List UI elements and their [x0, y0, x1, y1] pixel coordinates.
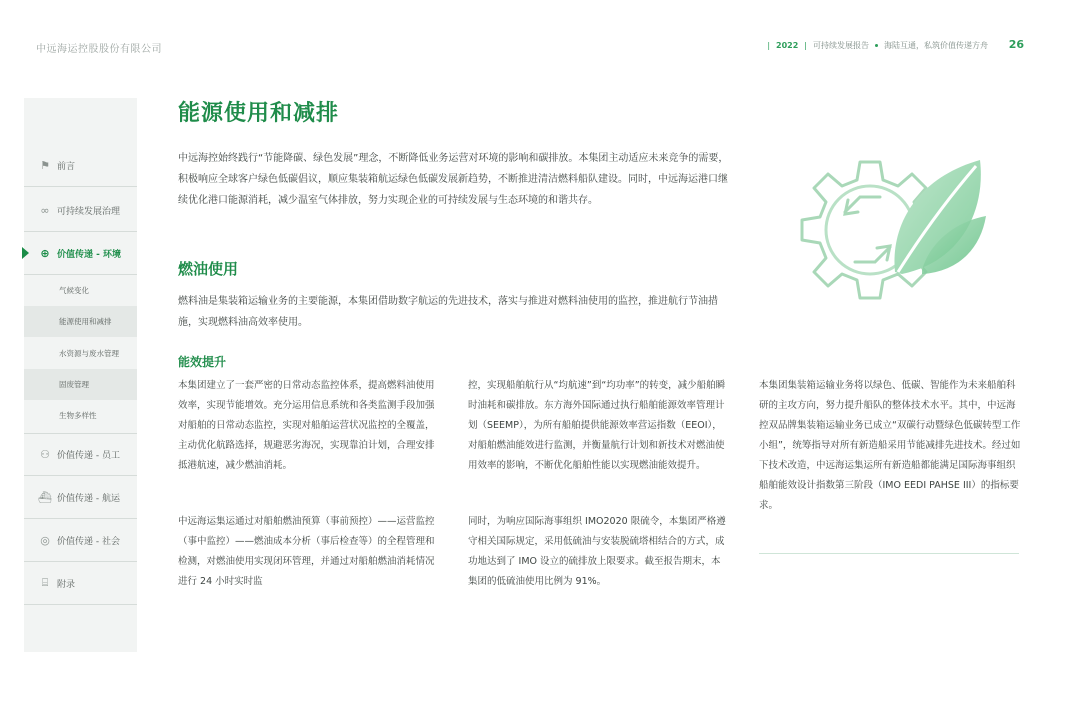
- sidebar-item-label: 价值传递 - 环境: [57, 249, 122, 260]
- page-number: 26: [1008, 38, 1024, 51]
- sidebar-item-governance[interactable]: [24, 189, 137, 232]
- sidebar-subitem-label: 水资源与废水管理: [59, 349, 119, 358]
- sidebar-item-label: 前言: [57, 161, 76, 172]
- sidebar-item-label: 价值传递 - 航运: [57, 493, 120, 504]
- divider-line: [759, 553, 1019, 554]
- sidebar-subitem-water[interactable]: [24, 338, 137, 369]
- report-title: 可持续发展报告: [813, 41, 869, 50]
- ship-icon: ⛴: [38, 490, 52, 504]
- bullet-icon: [875, 44, 878, 47]
- globe-icon: ◎: [40, 533, 50, 547]
- handshake-icon: ∞: [40, 203, 50, 217]
- sidebar-item-appendix[interactable]: [24, 562, 137, 605]
- sidebar-subitem-label: 能源使用和减排: [59, 317, 112, 326]
- column-1-paragraph-2: 中远海运集运通过对船舶燃油预算（事前预控）——运营监控（事中监控）——燃油成本分析（事后检查等）的全程管理和检测，对燃油使用实现闭环管理，并通过对船舶燃油消耗情况进行 24 小时实时监: [178, 516, 435, 587]
- sidebar-subitem-energy[interactable]: [24, 306, 137, 337]
- column-3-paragraph: 本集团集装箱运输业务将以绿色、低碳、智能作为未来船舶科研的主攻方向，努力提升船队的整体技术水平。其中，中远海控双品牌集装箱运输业务已成立“双碳行动暨绿色低碳转型工作小组”，统筹指导对所有新造船采用节能减排先进技术。经过如下技术改造，中远海运集运所有新造船都能满足国际海事组织船舶能效设计指数第三阶段（IMO EEDI PAHSE III）的指标要求。: [759, 380, 1021, 511]
- sidebar-item-label: 价值传递 - 社会: [57, 536, 120, 547]
- report-slogan: 海陆互通，私筑价值传递方舟: [884, 41, 988, 50]
- sidebar-subitem-label: 气候变化: [59, 286, 89, 295]
- divider: |: [804, 41, 807, 50]
- flag-icon: ⚑: [40, 158, 50, 172]
- sidebar-subitem-label: 生物多样性: [59, 411, 97, 420]
- recycle-arrows-icon: [845, 197, 890, 262]
- sidebar-item-preface[interactable]: [24, 144, 137, 187]
- sidebar-item-environment[interactable]: [24, 232, 137, 275]
- sidebar-item-label: 价值传递 - 员工: [57, 451, 120, 461]
- sidebar-item-shipping[interactable]: [24, 476, 137, 519]
- column-2-paragraph-1: 控，实现船舶航行从“均航速”到“均功率”的转变，减少船舶瞬时油耗和碳排放。东方海外国际通过执行船舶能源效率管理计划（SEEMP），为所有船舶提供能源效率营运指数（EEOI），对船舶燃油能效进行监测，并衡量航行计划和新技术对燃油使用效率的影响，不断优化船舶性能以实现燃油能效提升。: [468, 380, 726, 471]
- intro-paragraph: 中远海控始终践行“节能降碳、绿色发展”理念，不断降低业务运营对环境的影响和碳排放。本集团主动适应未来竞争的需要，积极响应全球客户绿色低碳倡议，顺应集装箱航运绿色低碳发展新趋势，不断推进清洁燃料船队建设。同时，中远海运港口继续优化港口能源消耗，减少温室气体排放，努力实现企业的可持续发展与生态环境的和谐共存。: [178, 153, 729, 206]
- people-icon: ⚇: [40, 448, 50, 461]
- sidebar-item-label: 可持续发展治理: [57, 206, 121, 217]
- sidebar-subitem-biodiversity[interactable]: [24, 400, 137, 431]
- report-year: 2022: [776, 41, 799, 50]
- page-title: 能源使用和减排: [178, 101, 340, 126]
- sidebar-subitem-label: 固废管理: [59, 380, 89, 389]
- globe-icon: ⊕: [40, 246, 50, 260]
- sidebar-item-society[interactable]: [24, 519, 137, 562]
- active-arrow-icon: [22, 247, 29, 259]
- sidebar-subitem-climate[interactable]: [24, 275, 137, 306]
- building-icon: ⌸: [41, 576, 49, 589]
- sidebar-item-employees[interactable]: [24, 433, 137, 476]
- sidebar-nav: [24, 98, 137, 652]
- subsection-title: 能效提升: [178, 355, 227, 369]
- company-name: 中远海运控股股份有限公司: [36, 44, 162, 55]
- report-header: [761, 40, 988, 51]
- divider: |: [767, 41, 771, 50]
- gear-leaf-illustration: [790, 152, 990, 332]
- section-title: 燃油使用: [178, 260, 239, 278]
- column-1-paragraph-1: 本集团建立了一套严密的日常动态监控体系，提高燃料油使用效率，实现节能增效。充分运用信息系统和各类监测手段加强对船舶的日常动态监控，实现对船舶运营状况监控的全覆盖，主动优化航路选择，规避恶劣海况，实现靠泊计划，合理安排抵港航速，减少燃油消耗。: [178, 380, 435, 471]
- column-2-paragraph-2: 同时，为响应国际海事组织 IMO2020 限硫令，本集团严格遵守相关国际规定，采用低硫油与安装脱硫塔相结合的方式，成功地达到了 IMO 设立的硫排放上限要求。截至报告期末，本集团的低硫油使用比例为 91%。: [468, 516, 726, 587]
- section-paragraph: 燃料油是集装箱运输业务的主要能源，本集团借助数字航运的先进技术，落实与推进对燃料油使用的监控，推进航行节油措施，实现燃料油高效率使用。: [178, 296, 718, 328]
- sidebar-subitem-waste[interactable]: [24, 369, 137, 400]
- sidebar-item-label: 附录: [57, 579, 76, 590]
